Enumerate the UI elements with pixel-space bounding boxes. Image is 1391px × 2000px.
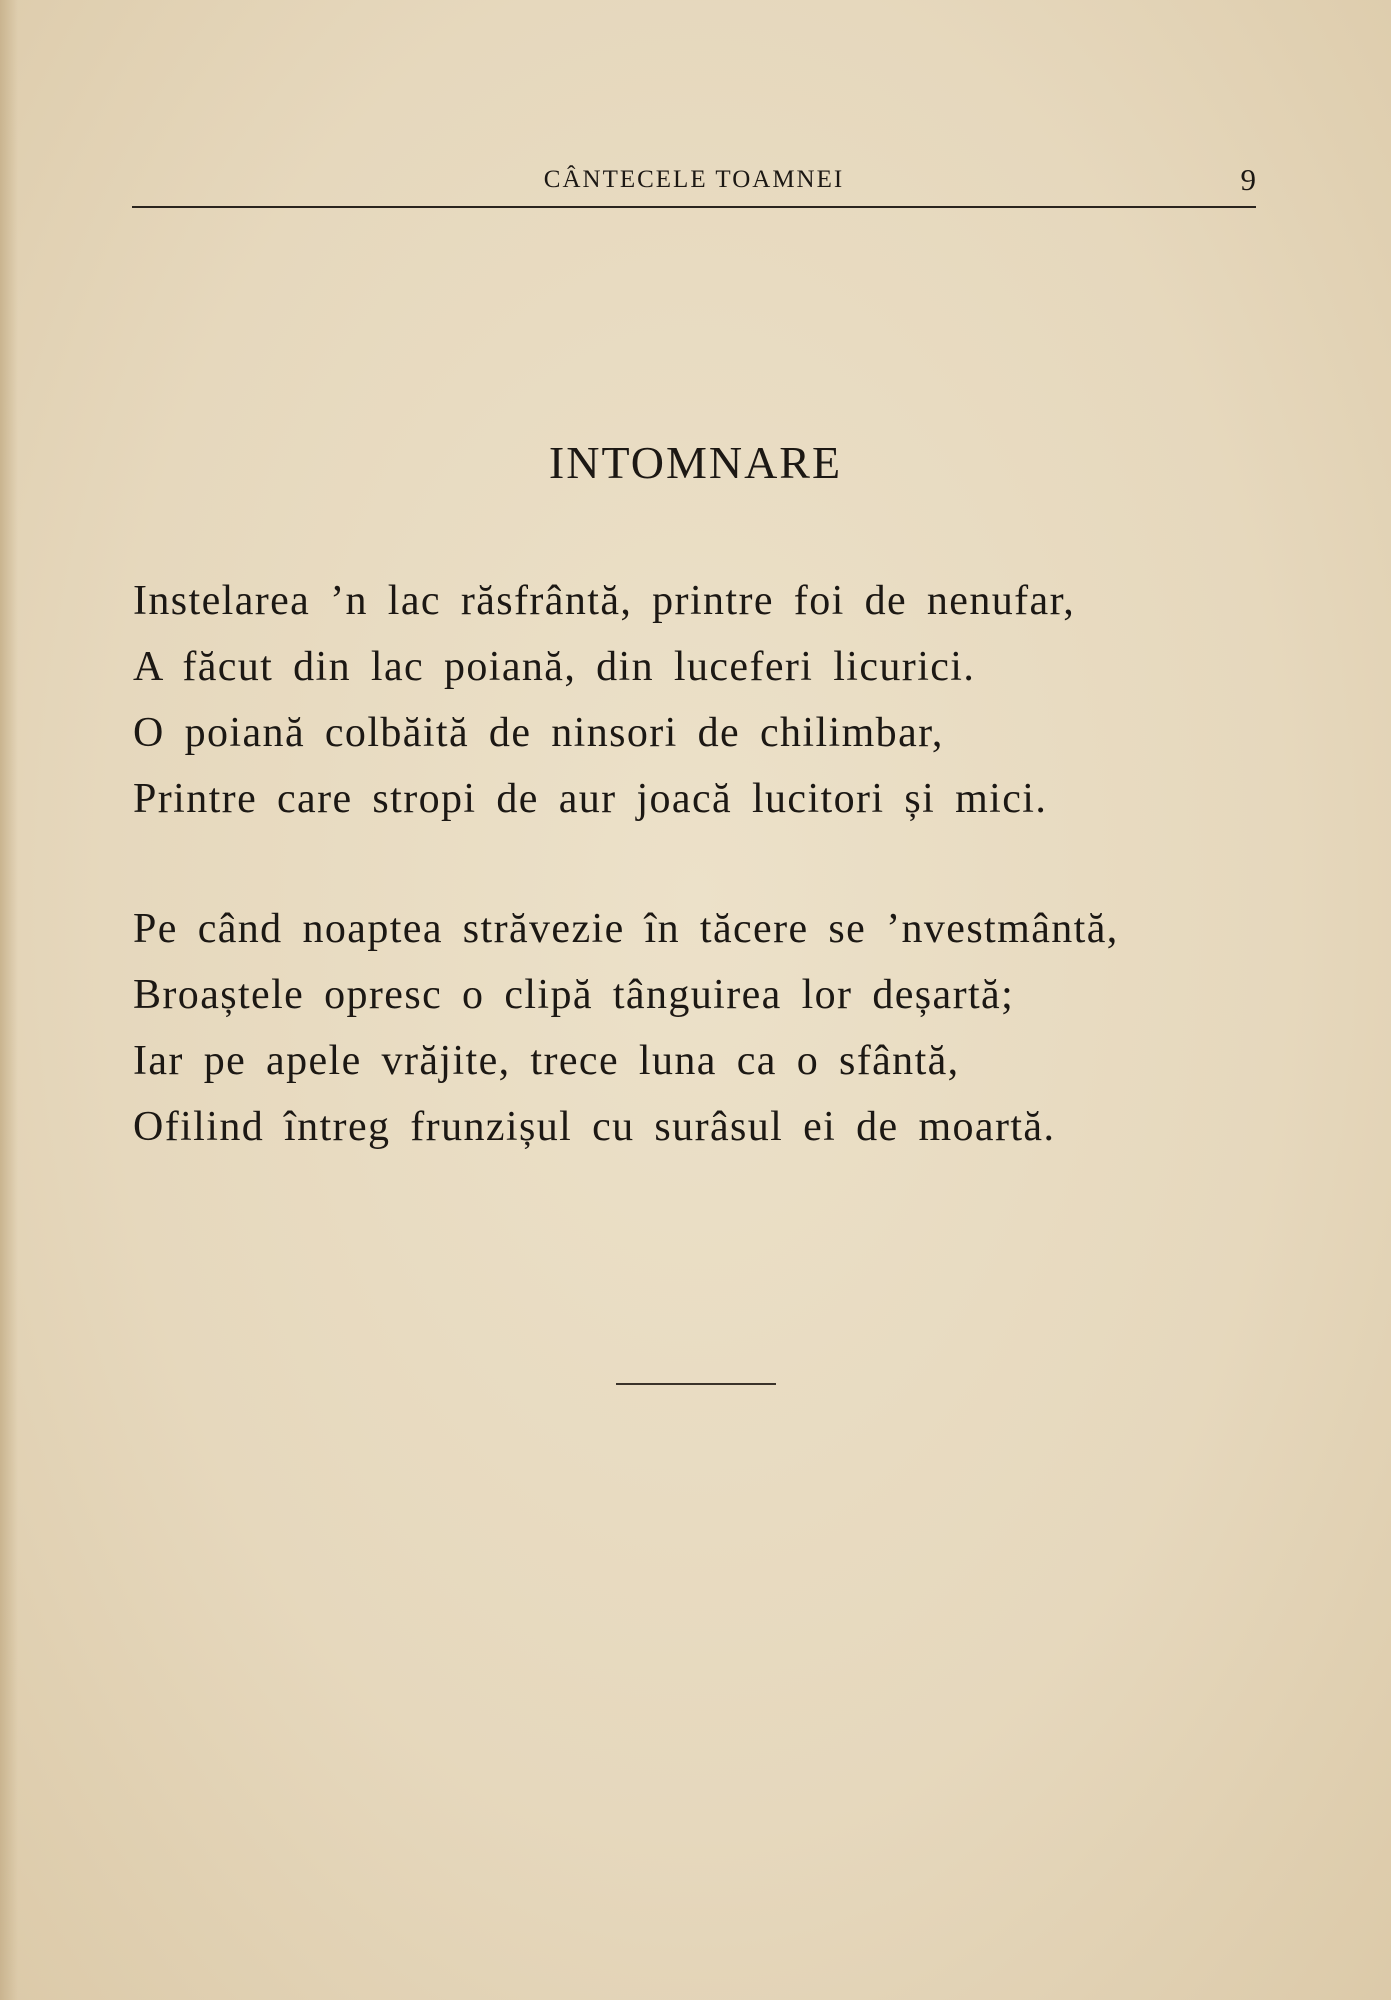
poem-line: Iar pe apele vrăjite, trece luna ca o sfântă, bbox=[133, 1038, 960, 1084]
running-title: CÂNTECELE TOAMNEI bbox=[543, 166, 845, 193]
stanza-2 bbox=[133, 896, 1313, 1160]
poem-line: Instelarea ’n lac răsfrântă, printre foi de nenufar, bbox=[133, 578, 1076, 624]
poem-line: Pe când noaptea străvezie în tăcere se ’nvestmântă, bbox=[133, 906, 1119, 952]
end-rule-divider bbox=[616, 1383, 776, 1385]
poem-line: O poiană colbăită de ninsori de chilimbar, bbox=[133, 710, 944, 756]
poem-line: Printre care stropi de aur joacă lucitori și mici. bbox=[133, 776, 1048, 822]
page-edge-shadow bbox=[0, 0, 18, 2000]
page-number: 9 bbox=[1240, 162, 1256, 197]
poem-line: Broaștele opresc o clipă tânguirea lor deșartă; bbox=[133, 972, 1015, 1018]
poem-title: INTOMNARE bbox=[548, 437, 843, 488]
poem-line: A făcut din lac poiană, din luceferi licurici. bbox=[133, 644, 976, 690]
stanza-1 bbox=[133, 568, 1313, 832]
running-header bbox=[132, 160, 1256, 208]
poem-line: Ofilind întreg frunzișul cu surâsul ei de moartă. bbox=[133, 1104, 1056, 1150]
